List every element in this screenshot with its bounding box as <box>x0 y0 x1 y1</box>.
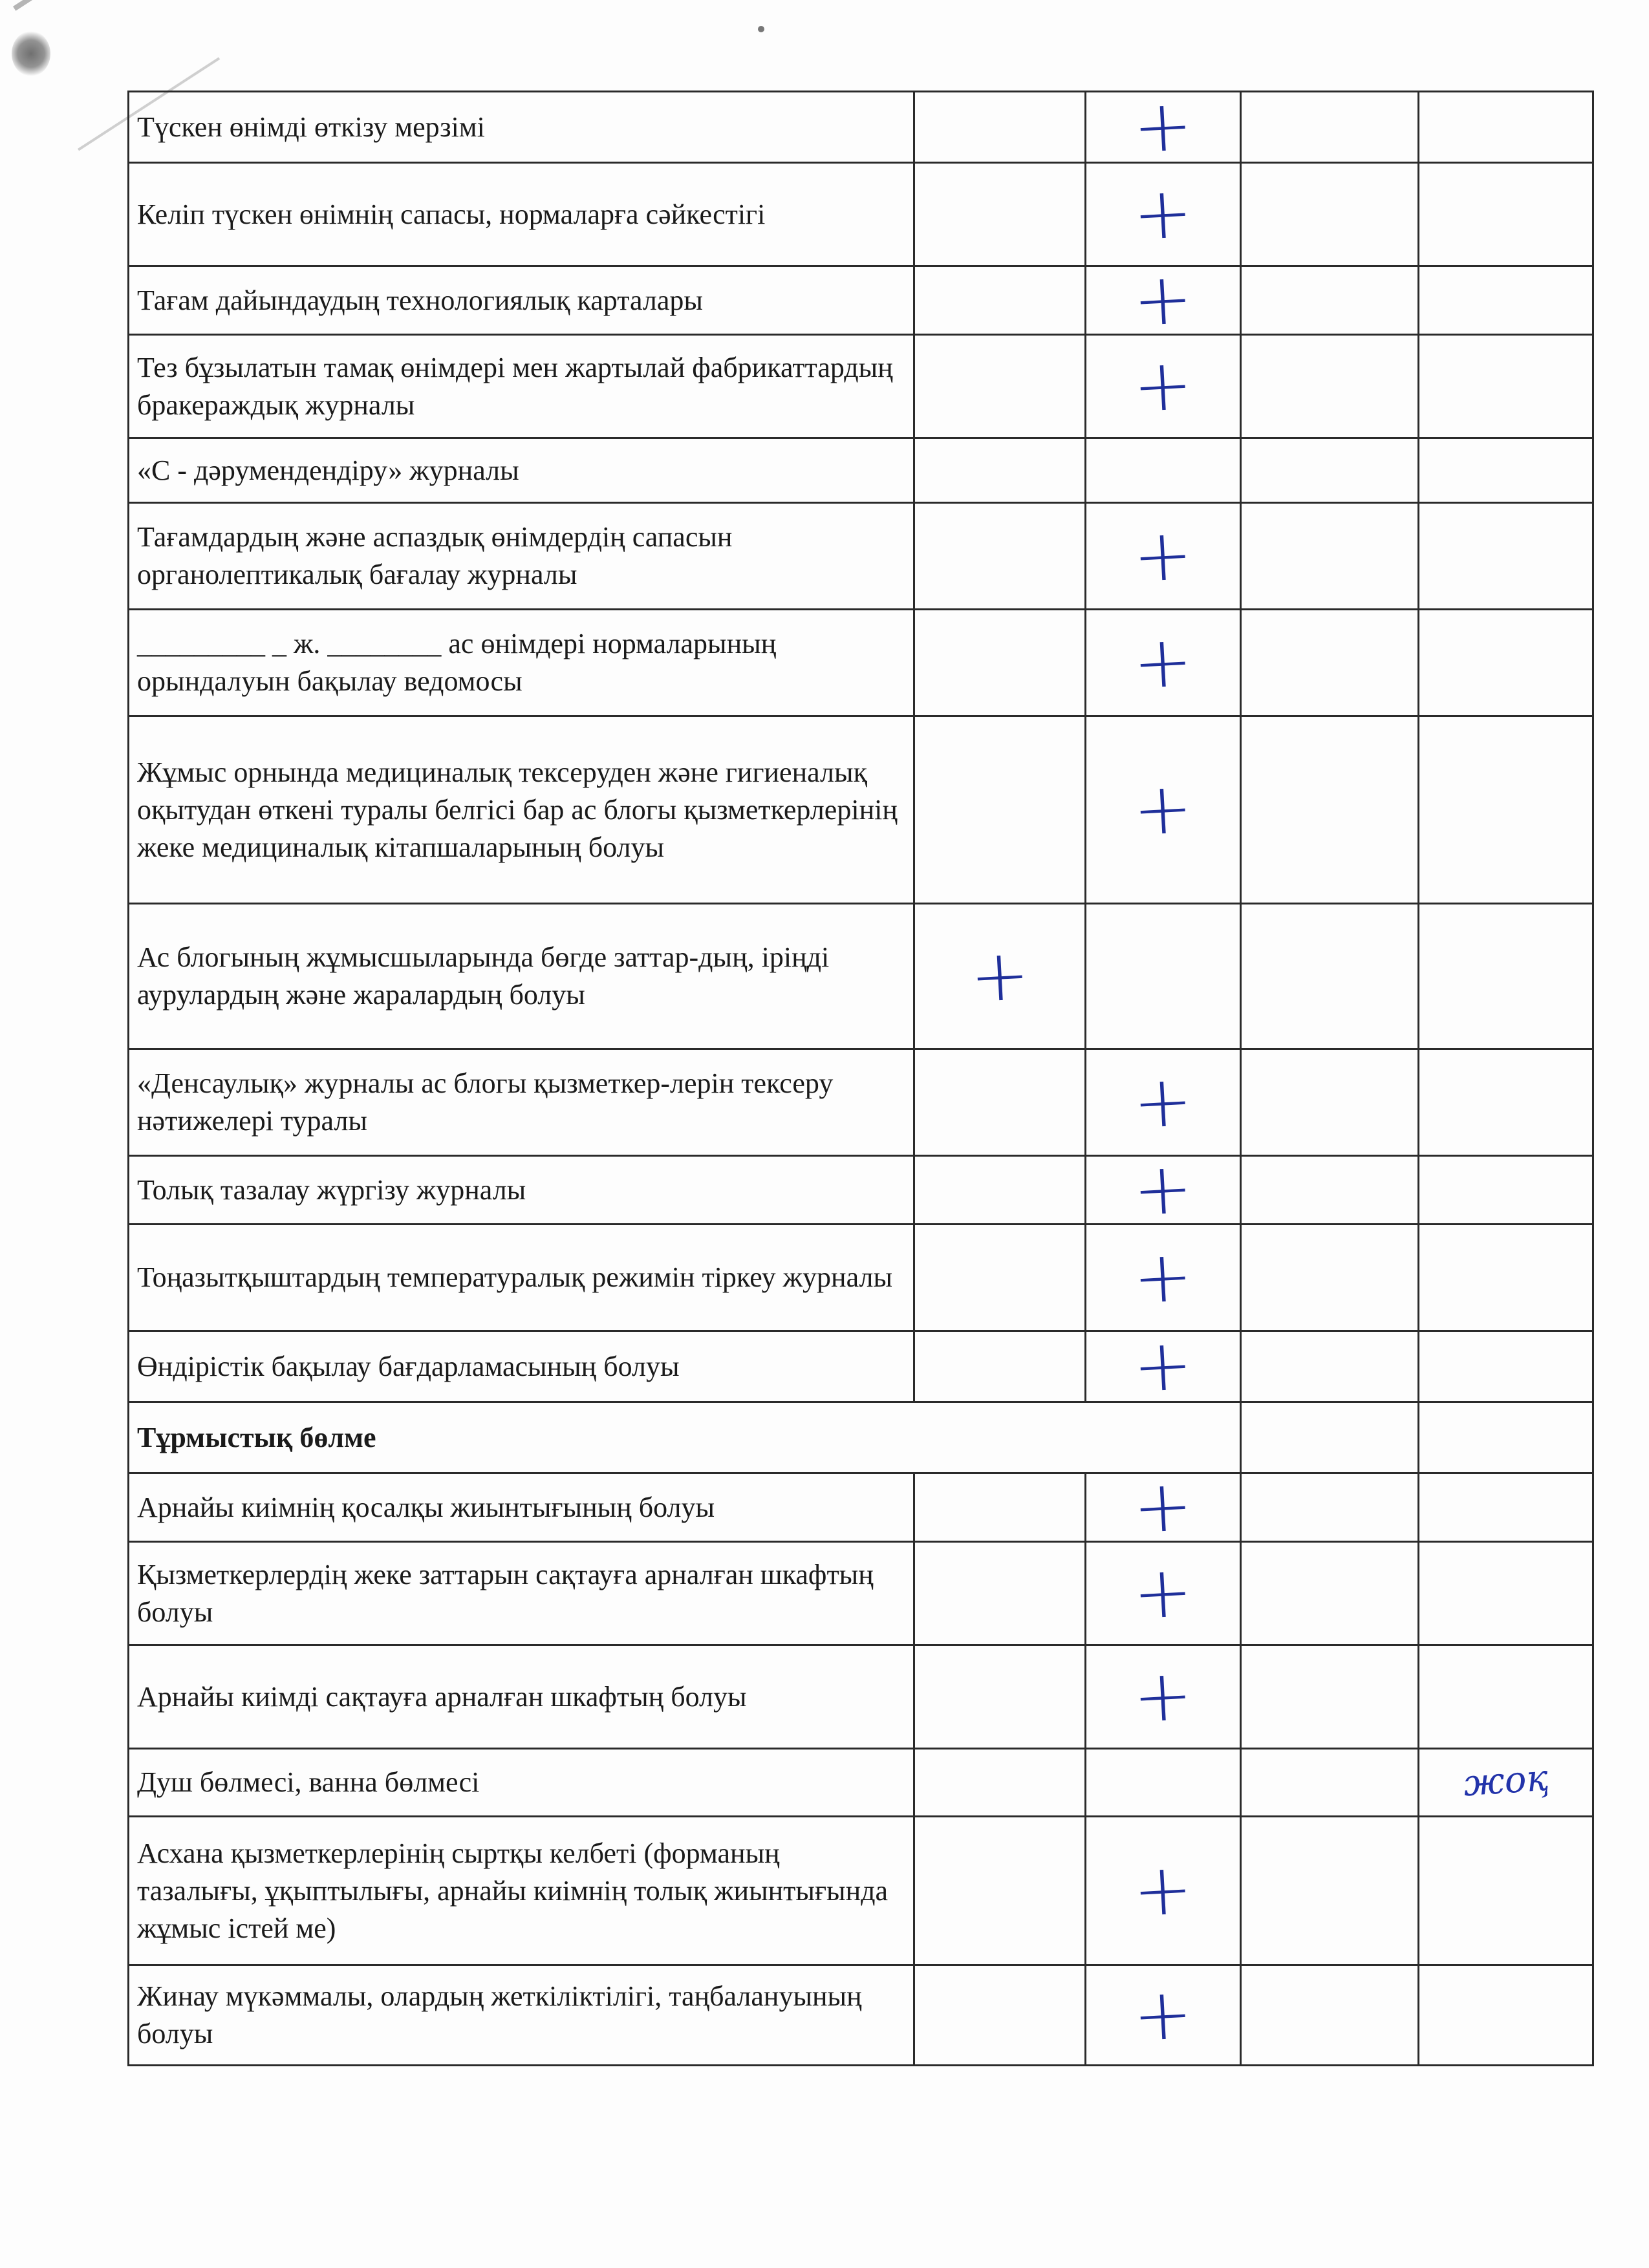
handwritten-plus-mark: + <box>1131 170 1195 257</box>
table-row <box>129 1473 1593 1542</box>
handwritten-plus-mark: + <box>1131 1549 1195 1636</box>
mark-cell-col-4 <box>1419 610 1593 716</box>
mark-cell-col-1 <box>914 1645 1086 1749</box>
handwritten-plus-mark: + <box>1131 1463 1195 1550</box>
mark-cell-col-3 <box>1241 438 1419 503</box>
mark-cell-col-3 <box>1241 1225 1419 1331</box>
handwritten-plus-mark: + <box>1131 256 1195 343</box>
table-row <box>129 1749 1593 1817</box>
table-row <box>129 438 1593 503</box>
table-row <box>129 1225 1593 1331</box>
mark-cell-col-1 <box>914 266 1086 335</box>
mark-cell-col-3 <box>1241 1156 1419 1225</box>
mark-cell-col-4 <box>1419 438 1593 503</box>
table-row <box>129 1645 1593 1749</box>
mark-cell-col-2 <box>1086 1463 1241 1550</box>
mark-cell-col-4 <box>1419 1817 1593 1965</box>
mark-cell-col-2 <box>1086 1146 1241 1232</box>
row-label: _________ _ ж. ________ ас өнімдері нормаларының орындалуын бақылау ведомосы <box>129 610 914 716</box>
row-label: Түскен өнімді өткізу мерзімі <box>129 92 914 163</box>
mark-cell-col-4 <box>1419 1645 1593 1749</box>
mark-cell-col-2 <box>1086 163 1241 266</box>
mark-cell-col-4 <box>1419 1225 1593 1331</box>
mark-cell-col-3 <box>1241 1331 1419 1402</box>
mark-cell-col-2 <box>1086 1817 1241 1965</box>
handwritten-plus-mark: + <box>967 932 1032 1018</box>
mark-cell-col-2 <box>1086 256 1241 343</box>
mark-cell-col-4 <box>1419 335 1593 438</box>
mark-cell-col-4 <box>1419 1542 1593 1645</box>
mark-cell-col-1 <box>914 1965 1086 2066</box>
mark-cell-col-3 <box>1241 1542 1419 1645</box>
mark-cell-col-1 <box>914 716 1086 904</box>
table-row <box>129 1049 1593 1156</box>
mark-cell-col-1 <box>914 1156 1086 1225</box>
row-label: Асхана қызметкерлерінің сыртқы келбеті (форманың тазалығы, ұқыптылығы, арнайы киімнің толық жиынтығында жұмыс істей ме) <box>129 1817 914 1965</box>
table-row <box>129 92 1593 163</box>
table-row <box>129 610 1593 716</box>
row-label: Душ бөлмесі, ванна бөлмесі <box>129 1749 914 1817</box>
mark-cell-col-4 <box>1419 266 1593 335</box>
row-label: «С - дәрумендендіру» журналы <box>129 438 914 503</box>
mark-cell-col-2 <box>1086 1542 1241 1645</box>
mark-cell-col-3 <box>1241 92 1419 163</box>
mark-cell-col-1 <box>914 1331 1086 1402</box>
mark-cell-col-2 <box>1086 1322 1241 1409</box>
mark-cell-col-2 <box>1086 1749 1241 1817</box>
table-row <box>129 503 1593 610</box>
row-label: «Денсаулық» журналы ас блогы қызметкер-лерін тексеру нәтижелері туралы <box>129 1049 914 1156</box>
mark-cell-col-2 <box>1086 1965 1241 2066</box>
mark-cell-col-3 <box>1241 610 1419 716</box>
mark-cell-col-1 <box>914 904 1086 1049</box>
mark-cell-col-2 <box>1086 438 1241 503</box>
mark-cell-col-3 <box>1241 266 1419 335</box>
table-row <box>129 1156 1593 1225</box>
ink-dot <box>758 26 764 32</box>
mark-cell-col-1 <box>914 1817 1086 1965</box>
mark-cell-col-4 <box>1419 716 1593 904</box>
mark-cell-col-2 <box>1086 904 1241 1049</box>
mark-cell-col-2 <box>1086 1049 1241 1156</box>
table-row <box>129 904 1593 1049</box>
mark-cell-col-3 <box>1241 1645 1419 1749</box>
row-label: Ас блогының жұмысшыларында бөгде заттар-дың, іріңді аурулардың және жаралардың болуы <box>129 904 914 1049</box>
mark-cell-col-4 <box>1419 1156 1593 1225</box>
mark-cell-col-1 <box>914 335 1086 438</box>
mark-cell-col-2 <box>1086 83 1241 169</box>
mark-cell-col-1 <box>914 92 1086 163</box>
mark-cell-col-2 <box>1086 716 1241 904</box>
checklist-table <box>127 83 1594 2066</box>
mark-cell-col-3 <box>1241 1965 1419 2066</box>
scan-fold-shadow <box>13 0 244 11</box>
mark-cell-col-2 <box>1086 503 1241 610</box>
handwritten-note: жоқ <box>1461 1757 1550 1805</box>
table-row <box>129 1542 1593 1645</box>
handwritten-plus-mark: + <box>1131 1653 1195 1739</box>
mark-cell-col-1 <box>914 610 1086 716</box>
mark-cell-col-3 <box>1241 716 1419 904</box>
row-label: Арнайы киімді сақтауға арналған шкафтың болуы <box>129 1645 914 1749</box>
mark-cell-col-3 <box>1241 503 1419 610</box>
mark-cell-col-1 <box>914 1542 1086 1645</box>
mark-cell-col-3 <box>1241 1473 1419 1542</box>
row-label: Тоңазытқыштардың температуралық режимін тіркеу журналы <box>129 1225 914 1331</box>
row-label: Жұмыс орнында медициналық тексеруден және гигиеналық оқытудан өткені туралы белгісі бар ас блогы қызметкерлерінің жеке медициналық кітапшаларының болуы <box>129 716 914 904</box>
mark-cell-col-1 <box>914 438 1086 503</box>
table-row <box>129 1817 1593 1965</box>
table-row <box>129 716 1593 904</box>
handwritten-plus-mark: + <box>1131 1322 1195 1409</box>
table-row <box>129 266 1593 335</box>
mark-cell-col-1 <box>914 1473 1086 1542</box>
handwritten-plus-mark: + <box>1131 1846 1195 1933</box>
mark-cell-col-4 <box>1419 92 1593 163</box>
mark-cell-col-4 <box>1419 904 1593 1049</box>
handwritten-plus-mark: + <box>1131 83 1195 169</box>
mark-cell-col-2 <box>1086 335 1241 438</box>
row-label: Толық тазалау жүргізу журналы <box>129 1156 914 1225</box>
section-title: Тұрмыстық бөлме <box>129 1402 1241 1473</box>
mark-cell-col-3 <box>1241 335 1419 438</box>
mark-cell-col-3 <box>1241 904 1419 1049</box>
table-row <box>129 335 1593 438</box>
handwritten-plus-mark: + <box>1131 1971 1195 2057</box>
mark-cell-col-1 <box>914 503 1086 610</box>
mark-cell-col-3 <box>1241 163 1419 266</box>
handwritten-plus-mark: + <box>1131 1234 1195 1320</box>
table-row <box>129 1965 1593 2066</box>
mark-cell-col-3 <box>1241 1049 1419 1156</box>
table-row <box>129 163 1593 266</box>
row-label: Арнайы киімнің қосалқы жиынтығының болуы <box>129 1473 914 1542</box>
handwritten-plus-mark: + <box>1131 1146 1195 1232</box>
table-row <box>129 1331 1593 1402</box>
mark-cell-col-2 <box>1086 1225 1241 1331</box>
mark-cell-col-3 <box>1241 1817 1419 1965</box>
mark-cell-col-4 <box>1419 1049 1593 1156</box>
mark-cell-col-3 <box>1241 1749 1419 1817</box>
mark-cell-col-1 <box>914 1049 1086 1156</box>
mark-cell-col-4 <box>1419 163 1593 266</box>
mark-cell-col-4 <box>1419 1473 1593 1542</box>
mark-cell-col-1 <box>914 163 1086 266</box>
mark-cell-col-2 <box>1086 610 1241 716</box>
handwritten-plus-mark: + <box>1131 619 1195 705</box>
section-empty-cell <box>1241 1402 1419 1473</box>
ink-blot <box>12 31 50 76</box>
mark-cell-col-4 <box>1419 1749 1593 1817</box>
section-header-row <box>129 1402 1593 1473</box>
row-label: Жинау мүкәммалы, олардың жеткіліктілігі, таңбалануының болуы <box>129 1965 914 2066</box>
section-empty-cell <box>1419 1402 1593 1473</box>
row-label: Келіп түскен өнімнің сапасы, нормаларға сәйкестігі <box>129 163 914 266</box>
row-label: Тез бұзылатын тамақ өнімдері мен жартылай фабрикаттардың бракераждық журналы <box>129 335 914 438</box>
checklist-body <box>129 83 1593 2066</box>
mark-cell-col-2 <box>1086 1645 1241 1749</box>
handwritten-plus-mark: + <box>1131 1058 1195 1144</box>
mark-cell-col-1 <box>914 1749 1086 1817</box>
mark-cell-col-4 <box>1419 1965 1593 2066</box>
mark-cell-col-4 <box>1419 1331 1593 1402</box>
row-label: Өндірістік бақылау бағдарламасының болуы <box>129 1331 914 1402</box>
handwritten-plus-mark: + <box>1131 342 1195 429</box>
handwritten-plus-mark: + <box>1131 512 1195 598</box>
handwritten-plus-mark: + <box>1131 765 1195 852</box>
mark-cell-col-1 <box>914 1225 1086 1331</box>
row-label: Тағам дайындаудың технологиялық карталары <box>129 266 914 335</box>
mark-cell-col-4 <box>1419 503 1593 610</box>
row-label: Қызметкерлердің жеке заттарын сақтауға арналған шкафтың болуы <box>129 1542 914 1645</box>
row-label: Тағамдардың және аспаздық өнімдердің сапасын органолептикалық бағалау журналы <box>129 503 914 610</box>
